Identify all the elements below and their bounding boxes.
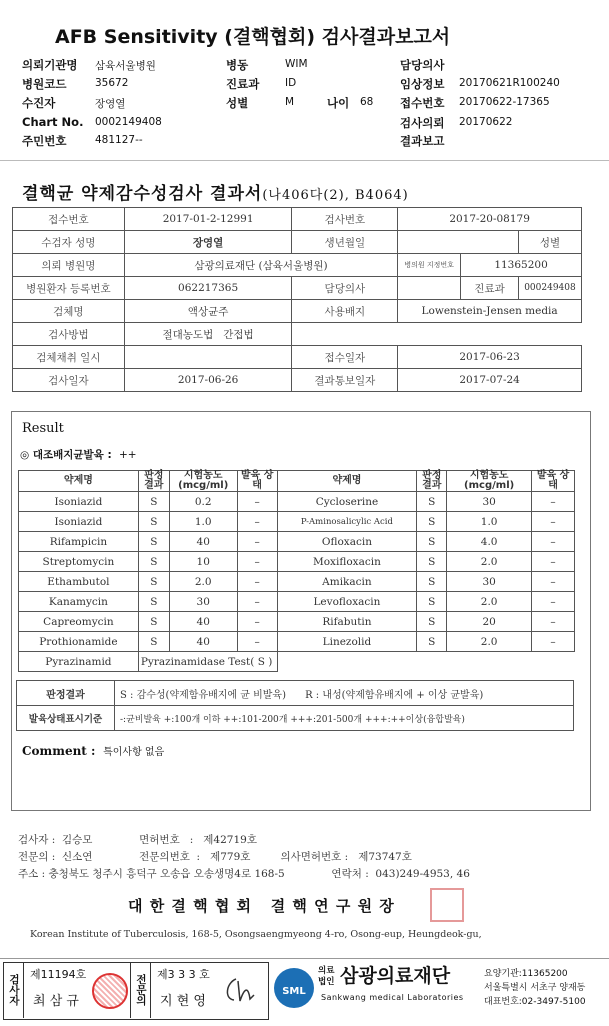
cell-d2: Amikacin [277,572,417,592]
field-label: 주민번호 [22,134,67,148]
col-growth: 발육 상태 [237,471,277,492]
report-title: AFB Sensitivity (결핵협회) 검사결과보고서 [55,26,451,48]
tester-no: 제11194호 [30,968,87,981]
cell-g1: – [237,572,277,592]
collect-label: 검체채취 일시 [13,346,125,369]
table-row [19,532,575,552]
org-eng-name: Sankwang medical Laboratories [321,993,464,1002]
field-value: ID [285,77,297,89]
doc-title [22,179,409,204]
specimen: 액상균주 [124,300,292,323]
method-label: 검사방법 [13,323,125,346]
cell-c1: 40 [169,632,237,652]
tester-name: 최 삼 규 [33,994,79,1009]
dob-label: 생년월일 [292,231,398,254]
cell-g1: – [237,612,277,632]
blank-cell [292,323,582,346]
field-label: 나이 [327,96,350,110]
field-value: 481127-- [95,134,143,146]
org-eng: Korean Institute of Tuberculosis, 168-5, Osongsaengmyeong 4-ro, Osong-eup, Heungdeok-gu, [30,929,482,940]
cell-c1: 1.0 [169,512,237,532]
cell-g2: – [532,552,575,572]
col-drug: 약제명 [19,471,139,492]
cell-c1: 30 [169,592,237,612]
cell-d2: Levofloxacin [277,592,417,612]
field-label: 진료과 [226,77,260,91]
footer-line-1: 검사자 : 김승모 면허번호 : 제42719호 [18,834,257,846]
org-name: 대 한 결 핵 협 회 결 핵 연 구 원 장 [128,897,395,915]
field-label: 수진자 [22,96,56,110]
tester-label: 검사자 [4,962,24,1018]
recv-date: 2017-06-23 [398,346,582,369]
divider [0,160,609,161]
cell-j2: S [417,512,447,532]
medium: Lowenstein-Jensen media [398,300,582,323]
col-growth: 발육 상태 [532,471,575,492]
field-label: Chart No. [22,115,84,129]
cell-g1: – [237,532,277,552]
growth-label: ◎ 대조배지균발육 : [20,449,112,461]
cell-c2: 30 [447,572,532,592]
footer-line-3: 주소 : 충청북도 청주시 흥덕구 오송읍 오송생명4로 168-5 연락처 : 043)249-4953, 46 [18,868,470,880]
judge-legend-label: 판정결과 [17,681,115,706]
sex-label: 성별 [518,231,581,254]
comment [22,743,164,758]
method-1: 절대농도법 [162,328,214,341]
field-value: 삼육서울병원 [95,60,156,72]
test-date: 2017-06-26 [124,369,292,392]
judge-legend [115,681,574,706]
growth-control [20,447,137,462]
hospcode-label: 병의원 지정번호 [398,254,461,277]
col-conc: 시험농도 (mcg/ml) [169,471,237,492]
growth-value: ++ [119,449,137,461]
dept-label: 진료과 [461,277,519,300]
cell-d2: P-Aminosalicylic Acid [277,512,417,532]
sml-logo: SML [274,968,314,1008]
field-label: 검사의뢰 [400,116,445,130]
org-code: 요양기관:11365200 [484,969,568,979]
field-label: 병동 [226,58,249,72]
patient-label: 수검자 성명 [13,231,125,254]
field-value: 35672 [95,77,129,89]
spec-name: 지 현 영 [160,994,206,1009]
legend-table [16,680,574,731]
spec-signature [222,973,258,1007]
doctor-label: 담당의사 [292,277,398,300]
doc-title-text: 결핵균 약제감수성검사 결과서 [22,184,263,204]
field-label: 담당의사 [400,58,445,72]
field-value: 20170621R100240 [459,77,560,89]
table-row-pza [19,652,575,672]
cell-j1: S [138,532,169,552]
cell-j2: S [417,632,447,652]
col-judge: 판정 결과 [138,471,169,492]
field-label: 병원코드 [22,77,67,91]
cell-j2: S [417,532,447,552]
field-label: 결과보고 [400,134,445,148]
seal-stamp [430,888,464,922]
divider [0,958,609,959]
reg-no: 062217365 [124,277,292,300]
col-drug: 약제명 [277,471,417,492]
hospital-name: 삼광의료재단 (삼육서울병원) [124,254,397,277]
table-row [19,592,575,612]
table-row [19,492,575,512]
spec-no: 제3 3 3 호 [157,968,210,981]
blank-cell [277,652,574,672]
field-label: 임상정보 [400,77,445,91]
cell-d2: Rifabutin [277,612,417,632]
cell-d1: Streptomycin [19,552,139,572]
cell-d1: Ethambutol [19,572,139,592]
col-judge: 판정 결과 [417,471,447,492]
cell-c2: 2.0 [447,632,532,652]
field-label: 의뢰기관명 [22,58,78,72]
tester-seal [92,973,128,1009]
cell-g2: – [532,592,575,612]
cell-j2: S [417,492,447,512]
field-value: 68 [360,96,374,108]
cell-c2: 20 [447,612,532,632]
field-value: M [285,96,295,108]
cell-j1: S [138,492,169,512]
cell-c2: 2.0 [447,552,532,572]
cell-d1: Kanamycin [19,592,139,612]
reg-label: 병원환자 등록번호 [13,277,125,300]
collect [124,346,292,369]
receipt-no-label: 접수번호 [13,208,125,231]
comment-label: Comment : [22,744,96,758]
test-no: 2017-20-08179 [398,208,582,231]
cell-g2: – [532,512,575,532]
patient-name: 장영열 [124,231,292,254]
medium-label: 사용배지 [292,300,398,323]
cell-g2: – [532,632,575,652]
cell-g2: – [532,612,575,632]
cell-g1: – [237,552,277,572]
table-row [19,572,575,592]
notify-date: 2017-07-24 [398,369,582,392]
table-row [19,552,575,572]
pza-drug: Pyrazinamid [19,652,139,672]
cell-j1: S [138,572,169,592]
cell-j1: S [138,512,169,532]
receipt-no: 2017-01-2-12991 [124,208,292,231]
field-label: 성별 [226,96,249,110]
field-label: 접수번호 [400,96,445,110]
col-conc: 시험농도 (mcg/ml) [447,471,532,492]
doctor [398,277,461,300]
cell-g1: – [237,492,277,512]
cell-c1: 10 [169,552,237,572]
org-phone: 대표번호:02-3497-5100 [484,997,586,1007]
field-value: 20170622-17365 [459,96,550,108]
cell-c2: 1.0 [447,512,532,532]
field-value: 0002149408 [95,116,162,128]
dob [398,231,519,254]
comment-text: 특이사항 없음 [103,747,165,758]
cell-j1: S [138,632,169,652]
table-row [19,512,575,532]
cell-g2: – [532,572,575,592]
judge-r: R : 내성(약제함유배지에 + 이상 균발육) [305,689,484,701]
field-value: WIM [285,58,308,70]
pza-test: Pyrazinamidase Test( S ) [138,652,277,672]
cell-c1: 2.0 [169,572,237,592]
cell-g1: – [237,592,277,612]
org-title: 삼광의료재단 [340,965,451,987]
cell-j2: S [417,552,447,572]
specimen-label: 검체명 [13,300,125,323]
table-row [19,632,575,652]
result-label: Result [22,421,64,436]
doc-title-sub: (나406다(2), B4064) [262,188,409,203]
method-2: 간접법 [223,328,254,341]
cell-j1: S [138,552,169,572]
notify-label: 결과통보일자 [292,369,398,392]
growth-legend-label: 발육상태표시기준 [17,706,115,731]
cell-d2: Moxifloxacin [277,552,417,572]
cell-c2: 4.0 [447,532,532,552]
cell-c1: 40 [169,612,237,632]
test-no-label: 검사번호 [292,208,398,231]
footer-line-2: 전문의 : 신소연 전문의번호 : 제779호 의사면허번호 : 제73747호 [18,851,412,863]
corp-label: 의료 법인 [318,966,335,987]
hospital-label: 의뢰 병원명 [13,254,125,277]
field-value: 20170622 [459,116,513,128]
cell-d1: Isoniazid [19,492,139,512]
cell-c2: 2.0 [447,592,532,612]
cell-d1: Isoniazid [19,512,139,532]
cell-j2: S [417,572,447,592]
cell-g2: – [532,492,575,512]
dept: 000249408 [518,277,581,300]
cell-g1: – [237,632,277,652]
cell-d1: Capreomycin [19,612,139,632]
hospcode: 11365200 [461,254,582,277]
method [124,323,292,346]
cell-g1: – [237,512,277,532]
cell-g2: – [532,532,575,552]
info-table [12,207,582,392]
table-row [19,612,575,632]
cell-d2: Cycloserine [277,492,417,512]
judge-s: S : 감수성(약제함유배지에 균 비발육) [120,689,286,701]
cell-c1: 40 [169,532,237,552]
recv-label: 접수일자 [292,346,398,369]
result-table [18,470,575,672]
testdate-label: 검사일자 [13,369,125,392]
cell-d1: Prothionamide [19,632,139,652]
cell-d2: Linezolid [277,632,417,652]
cell-j1: S [138,612,169,632]
cell-j2: S [417,592,447,612]
cell-c2: 30 [447,492,532,512]
growth-legend: -:균비발육 +:100개 이하 ++:101-200개 +++:201-500개 +++:++이상(융합발육) [115,706,574,731]
cell-d2: Ofloxacin [277,532,417,552]
cell-d1: Rifampicin [19,532,139,552]
spec-label: 전문의 [130,962,151,1018]
org-addr: 서울특별시 서초구 양재동 [484,983,586,993]
cell-j1: S [138,592,169,612]
field-value: 장영열 [95,98,126,110]
cell-j2: S [417,612,447,632]
cell-c1: 0.2 [169,492,237,512]
